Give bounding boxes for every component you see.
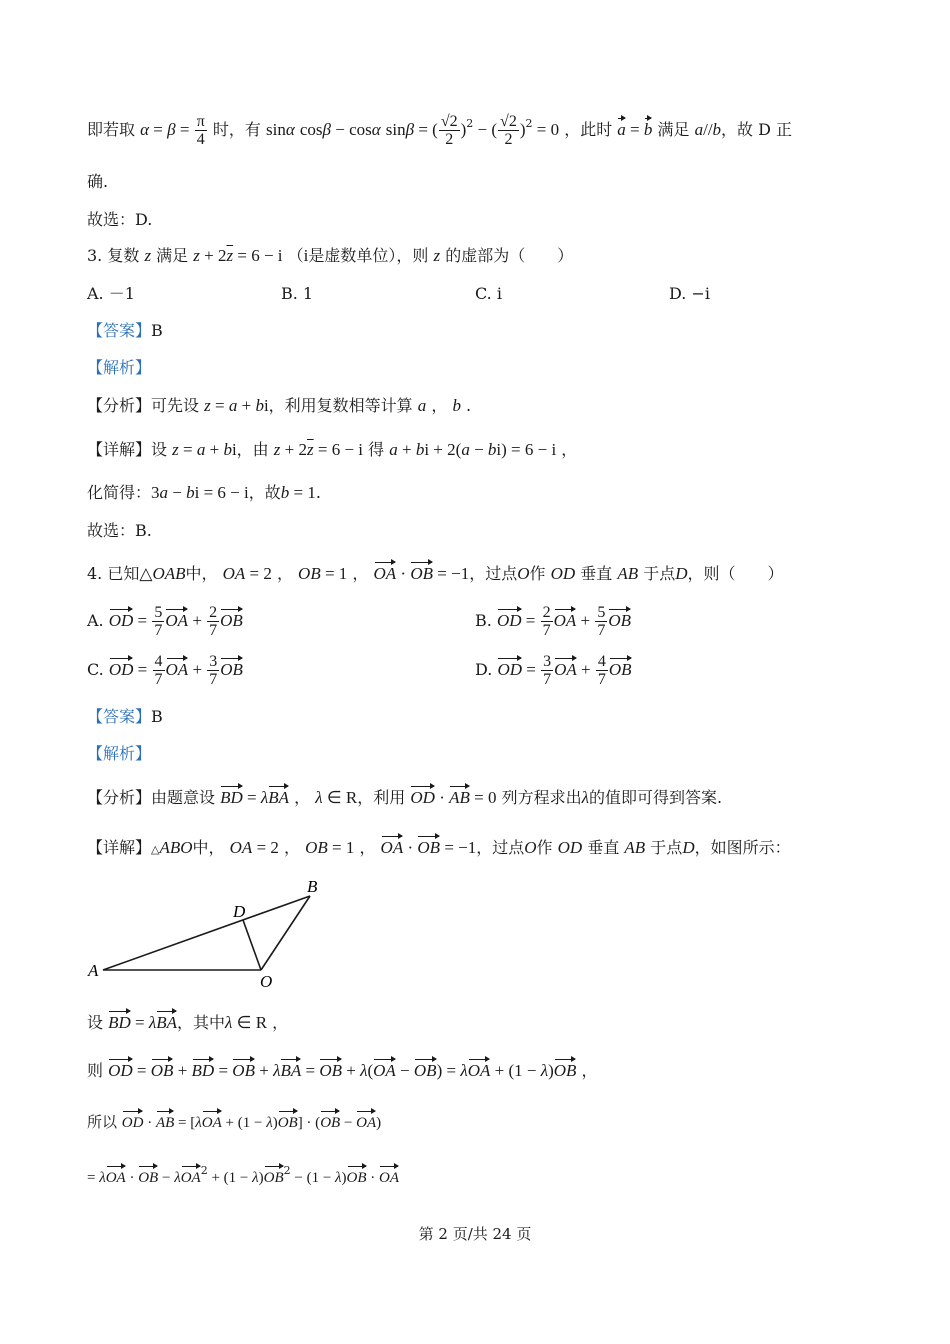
q4-fenxi: 【分析】由题意设 BD = λBA ， λ ∈ R，利用 OD · AB = 0 列方程求出λ的值即可得到答案. [87,788,723,807]
text: ，过点 [469,564,518,583]
text: 的值即可得到答案. [588,788,723,807]
analysis-tag: 【解析】 [87,744,152,763]
q3-stem: 3. 复数 z 满足 $z + 2\overline{z} = 6 - i$ （i是虚数单位），则 z 的虚部为（ ） [87,246,574,265]
text: 得 [368,440,385,459]
q3-option-c: C. i [475,284,502,303]
q3-answer [87,320,163,342]
text: 作 [529,564,546,583]
text: 列方程求出 [501,788,582,807]
q3-fenxi: 【分析】可先设 z = a + bi，利用复数相等计算 a ， b . [87,396,472,415]
option-label: A. [87,611,104,630]
q3-final: 故选：B. [87,521,152,540]
q4-option-c: C. OD = $\frac{4}{7}$ OA + $\frac{3}{7}$ OB [87,653,243,688]
segment-ob [261,896,310,970]
text: ，过点 [476,838,525,857]
text: ，由 [236,440,269,459]
text: 化简得： [87,483,152,502]
q4-option-d: D. OD = $\frac{3}{7}$ OA + $\frac{4}{7}$ OB [475,653,632,688]
label-o: O [260,972,273,991]
q3-analysis-tag [87,357,151,379]
q4-option-a: A. OD = $\frac{5}{7}$ OA + $\frac{2}{7}$ OB [87,604,243,639]
q4-let: 设 BD = λBA，其中λ ∈ R ， [87,1013,289,1032]
text: 所以 [87,1113,118,1131]
text: 中， [185,564,218,583]
continuation-answer: 故选：D. [87,210,153,229]
label-b: B [307,877,318,896]
answer-tag: 【答案】 [87,321,152,340]
xiangjie-tag: 【详解】 [87,440,152,459]
label-a: A [88,961,99,980]
text: 由题意设 [151,788,216,807]
text: 的虚部为（ ） [445,246,574,265]
text: 是虚数单位），则 [308,246,429,265]
text: 满足 [657,120,690,139]
text: ，则（ ） [687,564,784,583]
text: ，利用复数相等计算 [268,396,413,415]
q3-simplify: 化简得：3a − bi = 6 − i，故b = 1. [87,483,321,502]
continuation-wrap: 确. [87,172,109,191]
answer-tag: 【答案】 [87,707,152,726]
text: 于点 [643,564,676,583]
text: ，如图所示： [694,838,791,857]
q4-answer [87,706,163,728]
text: 满足 [156,246,189,265]
analysis-tag: 【解析】 [87,358,152,377]
text: ，利用 [357,788,406,807]
segment-od [243,920,261,970]
option-label: D. [475,660,493,679]
xiangjie-tag: 【详解】 [87,838,152,857]
text: ，此时 [564,120,613,139]
text: ，其中 [177,1013,226,1032]
answer-value: B [151,321,163,340]
q4-expand: = λOA · OB − $\lambda OA^2 + (1 - \lambda)OB^2 - (1 - \lambda)OB$ · OA [87,1160,399,1189]
text: 垂直 [587,838,620,857]
segment-ab [103,896,310,970]
q4-xiangjie: 【详解】△ABO中， OA = 2 ， OB = 1 ， OA · OB = −1，过点O作 OD 垂直 AB 于点D，如图所示： [87,838,791,857]
q4-then: 则 OD = OB + BD = OB + λBA = OB + λ(OA − OB) = λOA + (1 − λ)OB ， [87,1061,598,1080]
text: 垂直 [580,564,613,583]
q4-analysis-tag [87,743,151,765]
text: 作 [536,838,553,857]
text: 于点 [650,838,683,857]
q4-stem: 4. 已知△OAB中， OA = 2 ， OB = 1 ， OA · OB = −1，过点O作 OD 垂直 AB 于点D，则（ ） [87,564,784,583]
triangle-diagram [80,872,340,992]
text: 即若取 [87,120,136,139]
q3-option-a: A. －1 [87,284,135,303]
fenxi-tag: 【分析】 [87,396,152,415]
answer-value: B [151,707,163,726]
text: 4. 已知 [87,564,140,583]
option-label: C. [87,660,104,679]
text: 可先设 [151,396,200,415]
text: 时，有 [212,120,261,139]
text: 3. 复数 [87,246,140,265]
text: （ [287,246,304,265]
text: 则 [87,1061,104,1080]
text: 设 [151,440,168,459]
q4-so: 所以 OD · AB = [λOA + (1 − λ)OB] · (OB − OA) [87,1111,381,1134]
q3-option-d: D. −i [669,284,710,303]
text: 中， [192,838,225,857]
fenxi-tag: 【分析】 [87,788,152,807]
text: ，故 D 正 [721,120,793,139]
option-label: B. [475,611,492,630]
q3-xiangjie: 【详解】设 z = a + bi，由 $z + 2\overline{z} = 6 - i$ 得 a + bi + 2(a − bi) = 6 − i ， [87,440,578,459]
page-footer: 第 2 页/共 24 页 [418,1225,532,1243]
continuation-line: 即若取 α = β = $\frac{\pi}{4}$ 时，有 sinα cosβ − cosα sinβ = ( $\frac{√2}{2}$ )$^2$ − ( $\frac{√2}{2}$ )$^2$ = 0 ，此时 a = b 满足 a//b，故 D 正 [87,113,793,148]
q3-option-b: B. 1 [281,284,314,303]
q4-option-b: B. OD = $\frac{2}{7}$ OA + $\frac{5}{7}$ OB [475,604,632,639]
label-d: D [233,902,246,921]
text: ，故 [248,483,281,502]
text: 设 [87,1013,104,1032]
